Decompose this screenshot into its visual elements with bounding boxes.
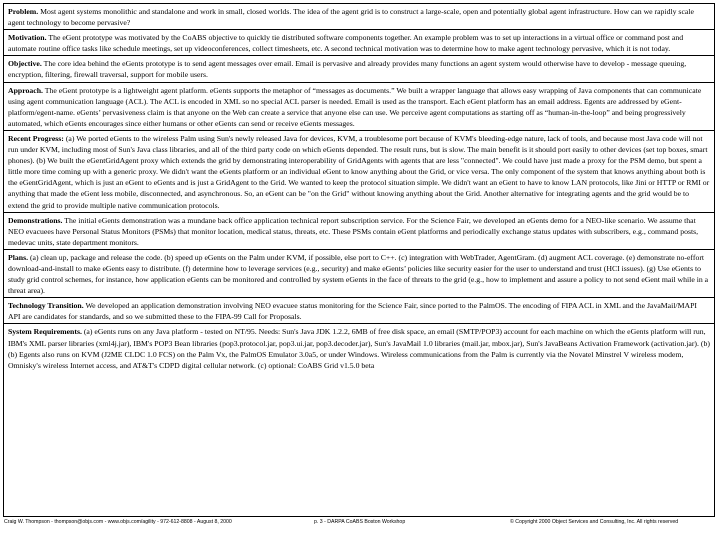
- summary-sheet: [3, 3, 715, 517]
- technology-transition-text: We developed an application demonstration involving NEO evacuee status monitoring for the Science Fair, since ported to the PalmOS. The encoding of FIPA ACL in XML and the JavaMail/MAPI API are candidates for standards, and so we submitted these to the FIPA-99 Call for Proposals.: [8, 301, 697, 322]
- approach-section: [4, 83, 714, 131]
- motivation-section: [4, 30, 714, 56]
- recent-progress-section: [4, 131, 714, 213]
- approach-heading: Approach.: [8, 85, 43, 95]
- problem-text: Most agent systems monolithic and standalone and work in small, closed worlds. The idea of the agent grid is to construct a large-scale, open and potentially global agent infrastructure. How can we rapidly scale agent technology to become pervasive?: [8, 7, 694, 28]
- objective-section: [4, 56, 714, 82]
- recent-progress-text: (a) We ported eGents to the wireless Palm using Sun's newly released Java for devices, KVM, a troublesome port because of KVM's bleeding-edge nature, lack of tools, and because most Java code will not run under KVM, including most of Sun's Java class libraries, and all of the third party code on which eGents depended. The result runs, but is slow. The main benefit is it should port easily to other devices (set top boxes, smart phones). (b) We built the eGentGridAgent proxy which extends the grid by demonstrating interoperability of GridAgents with agents that are less "connected". We could have just made a proxy for the PSM demo, but spent a little more time coming up with a generic proxy. We didn't want the eGents platform or an individual eGent to know anything about the Grid, or vice versa. The only component of the system that knows anything about both is the eGentGridAgent, which is just an eGent to eGents and is just a GridAgent to the Grid. We wanted to keep the protocol situation simple. We didn't want an eGent to have to know LAN protocols, like Jini or HTTP or RMI or anything that made the eGent less mobile, disconnected, and asynchronous. So, an eGent can be "on the Grid" without knowing anything about the Grid. Another alternative for integrating agents and the grid would be to extend the grid to provide multiple native communication protocols.: [8, 133, 710, 210]
- footer-author-contact: Craig W. Thompson - thompson@objs.com - www.objs.com/agility - 972-612-8808 - August 8, 2000: [4, 519, 232, 525]
- plans-heading: Plans.: [8, 252, 29, 262]
- demonstrations-section: [4, 213, 714, 250]
- plans-section: [4, 250, 714, 298]
- demonstrations-text: The initial eGents demonstration was a mundane back office application technical report subscription service. For the Science Fair, we developed an eGents demo for a NEO-like scenario. We assume that NEO evacuees have Personal Status Monitors (PSMs) that monitor location, medical status, threats, etc. These PSMs contain eGent platforms and periodically exchange status updates with subscribers, e.g., command posts, medevac units, state department monitors.: [8, 215, 699, 247]
- system-requirements-section: [4, 324, 714, 371]
- objective-text: The core idea behind the eGents prototype is to send agent messages over email. Email is pervasive and already provides many functions an agent system would otherwise have to develop - message queuing, encryption, filtering, firewall traversal, support for mobile users.: [8, 59, 687, 80]
- problem-section: [4, 4, 714, 30]
- approach-text: The eGent prototype is a lightweight agent platform. eGents supports the metaphor of “messages as documents.” We built a wrapper language that allows easy wrapping of Java components that can communicate using agent communication language (ACL). The ACL is encoded in XML so no special ACL parser is needed. Email is used as the transport. Each eGent platform has an email address. Egents are addressed by eGent-platform/egent-name. eGents’ pervasiveness claim is that anyone on the Web can create a service that anyone else can use. We perceive agent computations as starting off as “human-in-the-loop” and being progressively automated, which eGents encourages since either humans or other eGents can send or receive eGents messages.: [8, 85, 702, 128]
- objective-heading: Objective.: [8, 59, 42, 69]
- system-requirements-heading: System Requirements.: [8, 327, 82, 337]
- technology-transition-section: [4, 298, 714, 324]
- motivation-heading: Motivation.: [8, 33, 47, 43]
- motivation-text: The eGent prototype was motivated by the CoABS objective to quickly tie distributed software components together. An example problem was to set up interactions in a virtual office or command post and automate routine office tasks like schedule meetings, set up videoconferences, collect timesheets, etc. A second technical motivation was to determine how to make agent technology pervasive, which it is not today.: [8, 33, 684, 54]
- demonstrations-heading: Demonstrations.: [8, 215, 63, 225]
- plans-text: (a) clean up, package and release the code. (b) speed up eGents on the Palm under KVM, if possible, else port to C++. (c) integration with WebTrader, AgentGram. (d) augment ACL coverage. (e) demonstrate no-effort download-and-install to make eGents easy to distribute. (f) determine how to leverage services (e.g., security) and make eGents’ policies like security easier for the user to understand and trust (HCI issues). (g) Use eGents to study grid control schemes, for instance, how application eGents can be monitored and controlled by system eGents in the face of threats to the grid (e.g., how to implement and assure a policy to not send eGent mail while in a threat area).: [8, 252, 709, 296]
- system-requirements-text: (a) eGents runs on any Java platform - tested on NT/95. Needs: Sun's Java JDK 1.2.2, 6MB of free disk space, an email (SMTP/POP3) account for each machine on which the eGents platform will run, IBM's XML parser libraries (xml4j.jar), IBM's POP3 Bean libraries (pop3.protocol.jar, pop3.ui.jar, pop3.decoder.jar), Sun's JavaMail 1.0 libraries (mail.jar, mbox.jar), Sun's JavaBeans Activation Framework (activation.jar). (b) (b) Egents also runs on KVM (J2ME CLDC 1.0 FCS) on the Palm Vx, the PalmOS Emulator 3.0a5, or under Windows. Wireless communications from the Palm is currently via the Novatel Minstrel V wireless modem, Omnisky's wireless Internet access, and AT&T's CDPD digital cellular network. (c) optional: CoABS Grid v1.5.0 beta: [8, 327, 710, 370]
- footer-page-info: p. 3 - DARPA CoABS Boston Workshop: [314, 519, 406, 525]
- recent-progress-heading: Recent Progress:: [8, 133, 64, 143]
- page-footer: [2, 519, 718, 539]
- problem-heading: Problem.: [8, 7, 39, 16]
- technology-transition-heading: Technology Transition.: [8, 301, 84, 311]
- footer-copyright: © Copyright 2000 Object Services and Consulting, Inc. All rights reserved: [510, 519, 679, 525]
